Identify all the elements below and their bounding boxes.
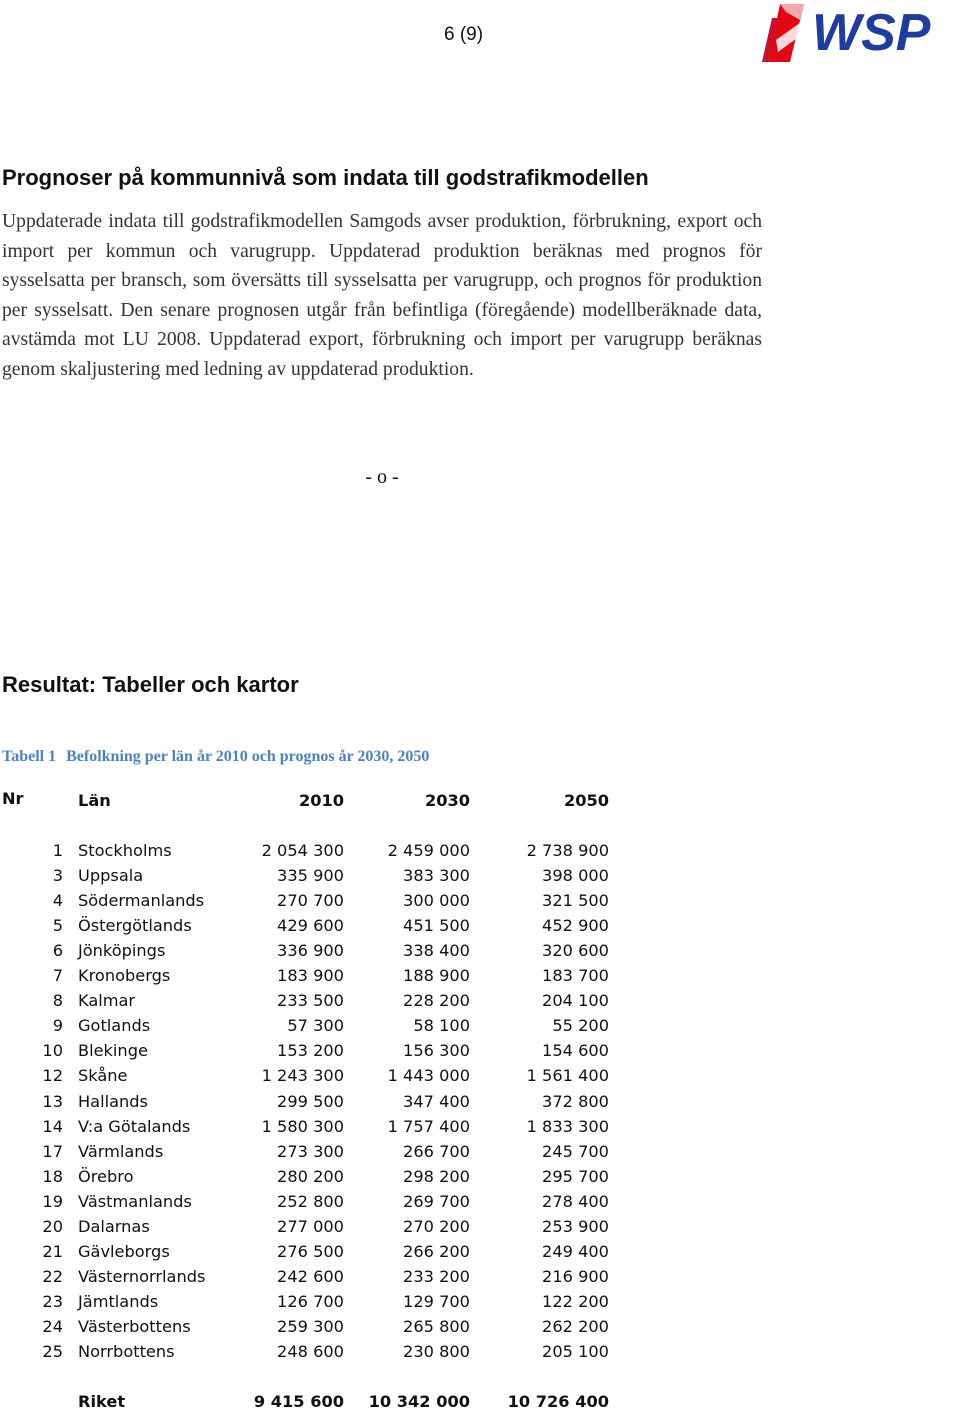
cell-lan: Östergötlands (78, 916, 192, 936)
cell-lan: Kronobergs (78, 966, 171, 986)
cell-2050: 452 900 (542, 916, 609, 936)
cell-2010: 259 300 (277, 1316, 344, 1336)
cell-lan: Skåne (78, 1066, 128, 1086)
table-row (0, 1066, 640, 1091)
cell-2030: 300 000 (403, 891, 470, 911)
cell-lan: Örebro (78, 1166, 134, 1186)
cell-nr: 13 (42, 1091, 63, 1111)
cell-2010: 336 900 (277, 941, 344, 961)
cell-2010: 1 580 300 (261, 1116, 344, 1136)
cell-lan: Hallands (78, 1091, 148, 1111)
cell-2050: 204 100 (542, 991, 609, 1011)
table-row (0, 841, 640, 866)
cell-nr: 8 (52, 991, 63, 1011)
wsp-logo-text: WSP (812, 4, 931, 62)
cell-2030: 1 443 000 (387, 1066, 470, 1086)
table-row (0, 1217, 640, 1242)
header-2030: 2030 (424, 791, 470, 810)
cell-nr: 20 (42, 1216, 63, 1236)
cell-lan: Dalarnas (78, 1216, 150, 1236)
cell-lan: V:a Götalands (78, 1116, 191, 1136)
cell-2010: 335 900 (277, 866, 344, 886)
cell-nr: 24 (42, 1316, 63, 1336)
body-paragraph: Uppdaterade indata till godstrafikmodellen Samgods avser produktion, förbrukning, export och import per kommun och varugrupp. Uppdaterad produktion beräknas med prognos för sysselsatta per bransch, som översätts till sysselsatta per varugrupp, och prognos för produktion per sysselsatt. Den senare prognosen utgår från befintliga (föregående) modellberäknade data, avstämda mot LU 2008. Uppdaterad export, förbrukning och import per varugrupp beräknas genom skaljustering med ledning av uppdaterad produktion. (2, 211, 762, 380)
cell-2010: 276 500 (277, 1241, 344, 1261)
cell-2010: 299 500 (277, 1091, 344, 1111)
cell-2030: 347 400 (403, 1091, 470, 1111)
cell-2010: 252 800 (277, 1191, 344, 1211)
cell-2050: 205 100 (542, 1342, 609, 1361)
cell-nr: 14 (42, 1116, 63, 1136)
table-caption-number: Tabell 1 (2, 748, 57, 765)
total-label: Riket (78, 1392, 126, 1411)
cell-2030: 269 700 (403, 1191, 470, 1211)
cell-2010: 429 600 (277, 916, 344, 936)
section-heading-prognoser: Prognoser på kommunnivå som indata till godstrafikmodellen (2, 165, 649, 190)
cell-2050: 2 738 900 (526, 841, 609, 860)
cell-2010: 277 000 (277, 1216, 344, 1236)
cell-2010: 242 600 (277, 1266, 344, 1286)
table-row (0, 1041, 640, 1066)
table-row (0, 1192, 640, 1217)
table-row (0, 1317, 640, 1342)
cell-nr: 4 (52, 891, 63, 911)
cell-2030: 338 400 (403, 941, 470, 961)
header-nr: Nr (2, 789, 24, 808)
cell-nr: 9 (52, 1016, 63, 1036)
cell-2050: 154 600 (542, 1041, 609, 1061)
cell-lan: Värmlands (78, 1141, 164, 1161)
table-total-row (0, 1392, 640, 1417)
cell-2050: 249 400 (542, 1241, 609, 1261)
table-row (0, 966, 640, 991)
cell-2030: 233 200 (403, 1266, 470, 1286)
cell-2050: 183 700 (542, 966, 609, 986)
page-number: 6 (9) (444, 24, 484, 45)
section-heading-resultat: Resultat: Tabeller och kartor (2, 672, 299, 697)
cell-2030: 2 459 000 (387, 841, 470, 860)
cell-2010: 183 900 (277, 966, 344, 986)
table-caption-text: Befolkning per län år 2010 och prognos år 2030, 2050 (66, 748, 430, 765)
cell-nr: 6 (52, 941, 63, 961)
table-row (0, 1342, 640, 1367)
cell-2050: 216 900 (542, 1266, 609, 1286)
table-row (0, 1267, 640, 1292)
cell-lan: Norrbottens (78, 1342, 175, 1361)
cell-lan: Gävleborgs (78, 1241, 170, 1261)
table-row (0, 991, 640, 1016)
table-row (0, 1292, 640, 1317)
section-separator: - o - (365, 466, 399, 488)
header-2010: 2010 (298, 791, 344, 810)
cell-2050: 262 200 (542, 1316, 609, 1336)
table-row (0, 866, 640, 891)
cell-lan: Jönköpings (78, 941, 166, 961)
cell-2050: 278 400 (542, 1191, 609, 1211)
cell-2010: 2 054 300 (261, 841, 344, 860)
cell-2030: 188 900 (403, 966, 470, 986)
cell-2050: 55 200 (552, 1016, 609, 1036)
header-lan: Län (78, 791, 111, 810)
cell-2050: 1 833 300 (526, 1116, 609, 1136)
cell-2050: 122 200 (542, 1291, 609, 1311)
cell-nr: 1 (52, 841, 63, 860)
total-2050: 10 726 400 (507, 1392, 609, 1411)
table-row (0, 916, 640, 941)
cell-lan: Södermanlands (78, 891, 205, 911)
table-header-row (0, 791, 640, 816)
wsp-logo (760, 0, 960, 64)
cell-nr: 22 (42, 1266, 63, 1286)
cell-2050: 320 600 (542, 941, 609, 961)
cell-nr: 10 (42, 1041, 63, 1061)
cell-2030: 230 800 (403, 1342, 470, 1361)
cell-2030: 228 200 (403, 991, 470, 1011)
cell-2030: 265 800 (403, 1316, 470, 1336)
cell-lan: Blekinge (78, 1041, 148, 1061)
table-row (0, 1016, 640, 1041)
cell-2010: 126 700 (277, 1291, 344, 1311)
cell-2010: 1 243 300 (261, 1066, 344, 1086)
cell-2030: 451 500 (403, 916, 470, 936)
table-row (0, 1167, 640, 1192)
cell-nr: 12 (42, 1066, 63, 1086)
table-row (0, 1142, 640, 1167)
cell-2050: 372 800 (542, 1091, 609, 1111)
cell-2030: 383 300 (403, 866, 470, 886)
cell-2030: 266 200 (403, 1241, 470, 1261)
cell-lan: Västmanlands (78, 1191, 192, 1211)
cell-nr: 19 (42, 1191, 63, 1211)
cell-nr: 18 (42, 1166, 63, 1186)
header-2050: 2050 (563, 791, 609, 810)
cell-lan: Västerbottens (78, 1316, 191, 1336)
cell-2030: 156 300 (403, 1041, 470, 1061)
cell-nr: 5 (52, 916, 63, 936)
cell-2030: 298 200 (403, 1166, 470, 1186)
wsp-logo-mark (762, 4, 804, 62)
table-row (0, 941, 640, 966)
cell-lan: Gotlands (78, 1016, 151, 1036)
cell-2010: 248 600 (277, 1342, 344, 1361)
cell-lan: Västernorrlands (78, 1266, 206, 1286)
cell-2010: 280 200 (277, 1166, 344, 1186)
cell-lan: Kalmar (78, 991, 136, 1011)
cell-2030: 58 100 (413, 1016, 470, 1036)
cell-2010: 273 300 (277, 1141, 344, 1161)
cell-2050: 253 900 (542, 1216, 609, 1236)
cell-2010: 153 200 (277, 1041, 344, 1061)
cell-2050: 1 561 400 (526, 1066, 609, 1086)
cell-nr: 3 (52, 866, 63, 886)
cell-2010: 57 300 (287, 1016, 344, 1036)
table-row (0, 1092, 640, 1117)
cell-2030: 1 757 400 (387, 1116, 470, 1136)
cell-2010: 270 700 (277, 891, 344, 911)
cell-lan: Uppsala (78, 866, 144, 886)
cell-2030: 266 700 (403, 1141, 470, 1161)
cell-nr: 25 (42, 1342, 63, 1361)
total-2030: 10 342 000 (368, 1392, 470, 1411)
table-row (0, 891, 640, 916)
cell-2050: 398 000 (542, 866, 609, 886)
table-row (0, 1117, 640, 1142)
total-2010: 9 415 600 (253, 1392, 344, 1411)
cell-nr: 23 (42, 1291, 63, 1311)
cell-nr: 21 (42, 1241, 63, 1261)
cell-2050: 321 500 (542, 891, 609, 911)
cell-lan: Stockholms (78, 841, 172, 860)
cell-2030: 270 200 (403, 1216, 470, 1236)
table-row (0, 1242, 640, 1267)
cell-2010: 233 500 (277, 991, 344, 1011)
cell-2030: 129 700 (403, 1291, 470, 1311)
cell-nr: 7 (52, 966, 63, 986)
cell-lan: Jämtlands (78, 1291, 159, 1311)
cell-2050: 295 700 (542, 1166, 609, 1186)
cell-2050: 245 700 (542, 1141, 609, 1161)
cell-nr: 17 (42, 1141, 63, 1161)
